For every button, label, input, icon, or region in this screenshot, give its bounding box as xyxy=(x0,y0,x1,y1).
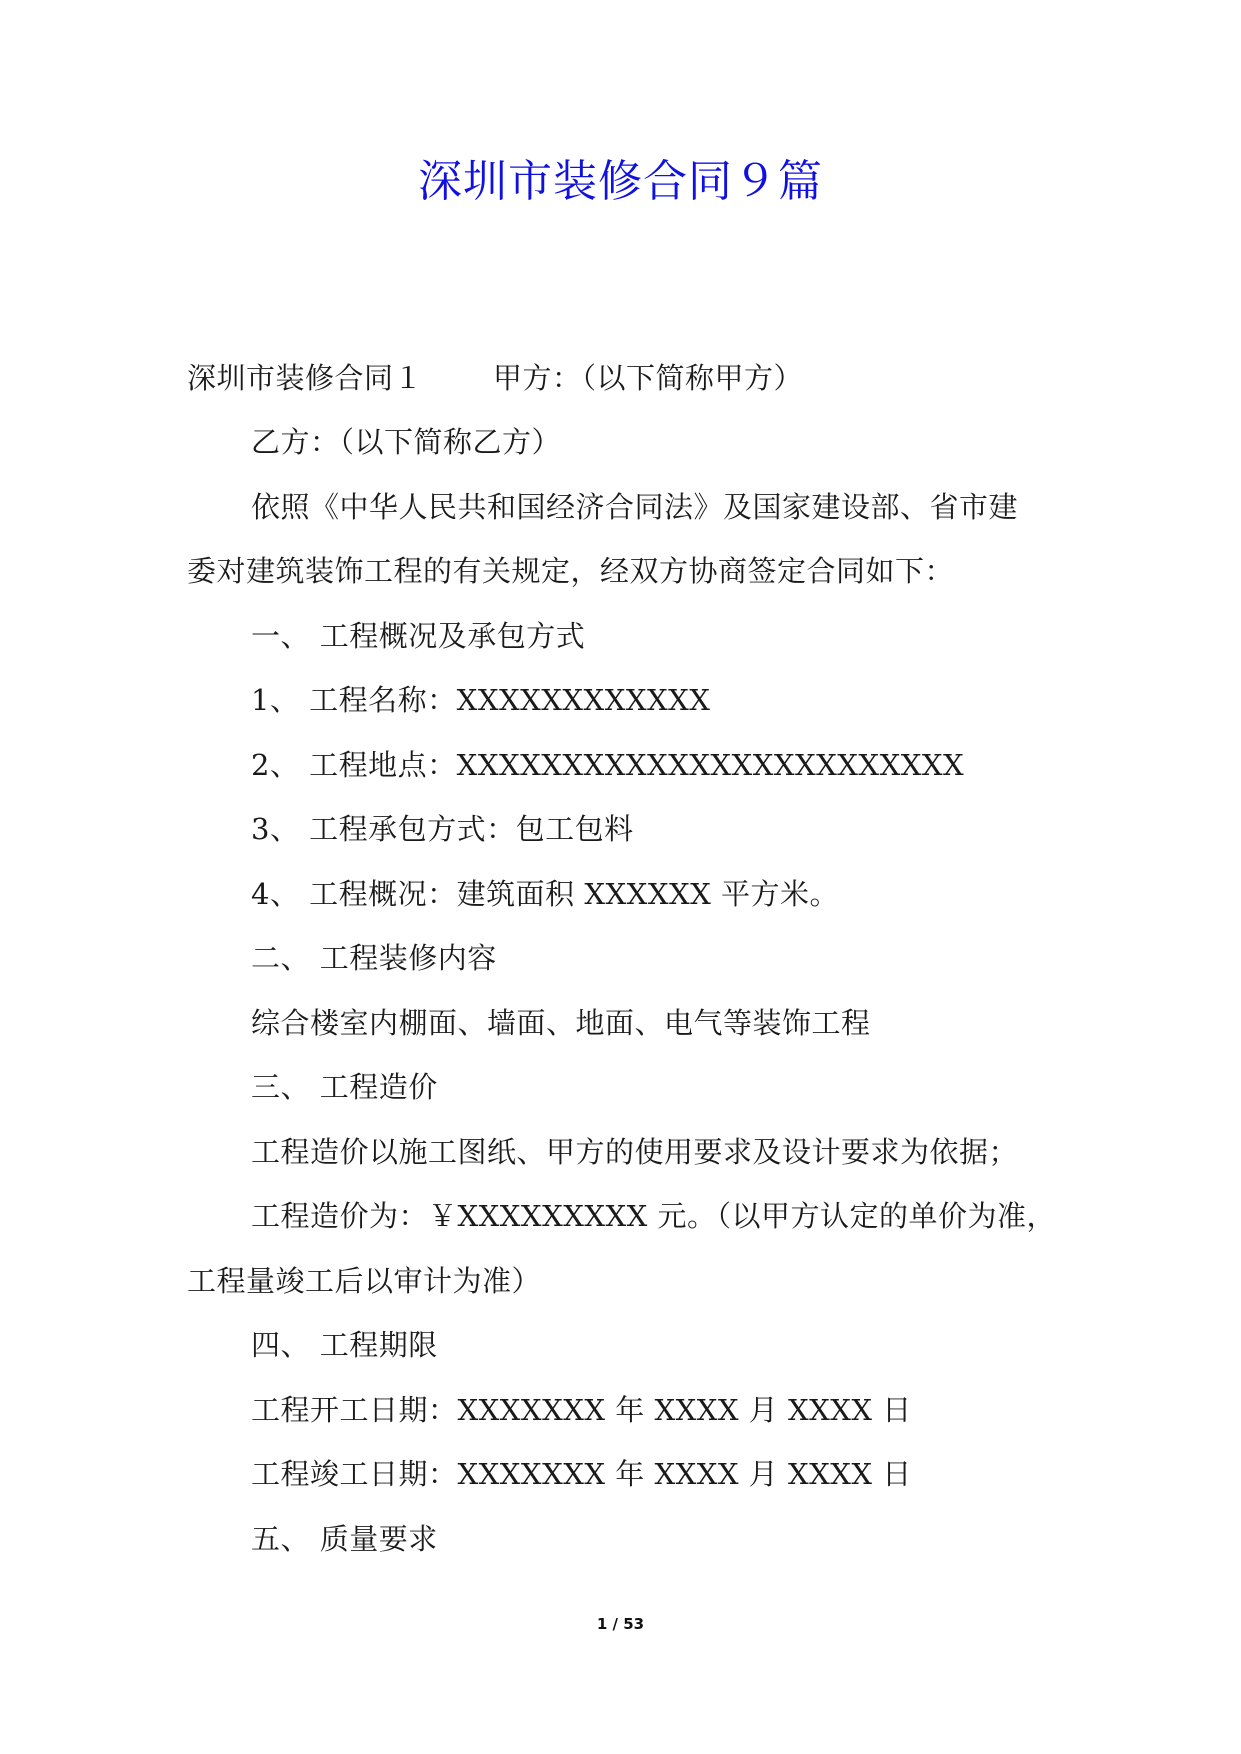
contract-heading: 深圳市装修合同１ xyxy=(187,361,424,395)
party-b: 乙方：（以下简称乙方） xyxy=(251,425,562,459)
party-a: 甲方：（以下简称甲方） xyxy=(493,361,804,395)
intro-line-1: 依照《中华人民共和国经济合同法》及国家建设部、省市建 xyxy=(251,490,1019,524)
page-number: 1 / 53 xyxy=(596,1615,645,1633)
section-5-title: 五、 质量要求 xyxy=(251,1522,438,1556)
section-4-start-date: 工程开工日期：XXXXXXX 年 XXXX 月 XXXX 日 xyxy=(251,1393,912,1427)
section-2-body: 综合楼室内棚面、墙面、地面、电气等装饰工程 xyxy=(251,1006,871,1040)
contract-heading-line xyxy=(187,358,803,398)
section-1-title: 一、 工程概况及承包方式 xyxy=(251,619,586,653)
intro-line-2: 委对建筑装饰工程的有关规定，经双方协商签定合同如下： xyxy=(187,554,955,588)
section-2-title: 二、 工程装修内容 xyxy=(251,941,497,975)
section-1-item-3: 3、 工程承包方式：包工包料 xyxy=(251,812,634,846)
section-3-body-1: 工程造价以施工图纸、甲方的使用要求及设计要求为依据； xyxy=(251,1135,1019,1169)
section-3-body-3: 工程量竣工后以审计为准） xyxy=(187,1264,542,1298)
section-3-title: 三、 工程造价 xyxy=(251,1070,438,1104)
section-1-item-2: 2、 工程地点：XXXXXXXXXXXXXXXXXXXXXXXX xyxy=(251,748,965,782)
section-4-end-date: 工程竣工日期：XXXXXXX 年 XXXX 月 XXXX 日 xyxy=(251,1457,912,1491)
section-4-title: 四、 工程期限 xyxy=(251,1328,438,1362)
section-3-body-2: 工程造价为：￥XXXXXXXXX 元。（以甲方认定的单价为准， xyxy=(251,1199,1057,1233)
document-title: 深圳市装修合同９篇 xyxy=(418,156,823,207)
section-1-item-1: 1、 工程名称：XXXXXXXXXXXX xyxy=(251,683,711,717)
section-1-item-4: 4、 工程概况：建筑面积 XXXXXX 平方米。 xyxy=(251,877,839,911)
